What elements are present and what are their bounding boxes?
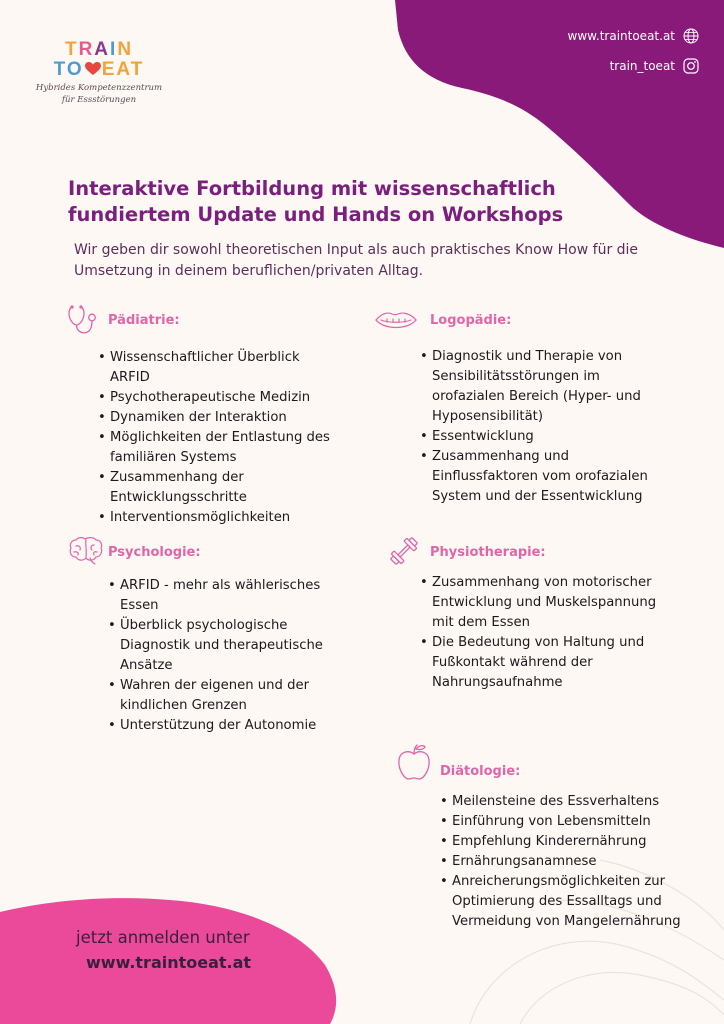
list-item: • Interventionsmöglichkeiten: [98, 508, 338, 528]
globe-icon: [683, 28, 699, 44]
website-row[interactable]: [568, 21, 699, 51]
logo: [34, 40, 164, 106]
list-paediatrie: [98, 348, 338, 528]
list-item: • Unterstützung der Autonomie: [108, 716, 348, 736]
list-item: • Ernährungsanamnese: [440, 852, 690, 872]
list-item: • Anreicherungsmöglichkeiten zur Optimierung des Essalltags und Vermeidung von Mangelernährung: [440, 872, 690, 932]
brain-icon: [68, 537, 104, 565]
mouth-icon: [374, 310, 418, 332]
apple-icon: [397, 743, 431, 781]
list-item: • Psychotherapeutische Medizin: [98, 388, 338, 408]
logo-eat: EAT: [101, 59, 145, 80]
logo-subtitle-2: für Essstörungen: [61, 95, 137, 105]
section-title-physiotherapie: Physiotherapie:: [430, 545, 546, 560]
stethoscope-icon: [66, 305, 100, 337]
list-item: • Wissenschaftlicher Überblick ARFID: [98, 348, 338, 388]
section-title-diaetologie: Diätologie:: [440, 764, 521, 779]
list-physiotherapie: [420, 573, 660, 693]
logo-to: TO: [53, 59, 84, 80]
list-item: • Die Bedeutung von Haltung und Fußkontakt während der Nahrungsaufnahme: [420, 633, 660, 693]
instagram-row[interactable]: [568, 51, 699, 81]
section-title-paediatrie: Pädiatrie:: [108, 313, 180, 328]
list-item: • Zusammenhang der Entwicklungsschritte: [98, 468, 338, 508]
list-item: • Zusammenhang von motorischer Entwicklung und Muskelspannung mit dem Essen: [420, 573, 660, 633]
intro-text: Wir geben dir sowohl theoretischen Input als auch praktisches Know How für die Umsetzung in deinem beruflichen/privaten Alltag.: [74, 242, 639, 279]
list-item: • ARFID - mehr als wählerisches Essen: [108, 576, 348, 616]
list-item: • Möglichkeiten der Entlastung des familiären Systems: [98, 428, 338, 468]
cta-link[interactable]: www.traintoeat.at: [86, 953, 252, 972]
list-diaetologie: [440, 792, 690, 932]
list-item: • Wahren der eigenen und der kindlichen Grenzen: [108, 676, 348, 716]
list-item: • Zusammenhang und Einflussfaktoren vom orofazialen System und der Essentwicklung: [420, 447, 660, 507]
list-psychologie: [108, 576, 348, 736]
website-link[interactable]: www.traintoeat.at: [567, 29, 675, 43]
list-item: • Essentwicklung: [420, 427, 660, 447]
list-item: • Einführung von Lebensmitteln: [440, 812, 690, 832]
list-item: • Dynamiken der Interaktion: [98, 408, 338, 428]
instagram-icon: [683, 58, 699, 74]
logo-line-1: TRAIN: [64, 39, 134, 60]
section-title-psychologie: Psychologie:: [108, 545, 201, 560]
page-title: Interaktive Fortbildung mit wissenschaftlich fundiertem Update und Hands on Workshops: [68, 177, 564, 226]
list-logopaedie: [420, 347, 660, 507]
logo-subtitle-1: Hybrides Kompetenzzentrum: [35, 83, 163, 93]
list-item: • Diagnostik und Therapie von Sensibilitätsstörungen im orofazialen Bereich (Hyper- und Hyposensibilität): [420, 347, 660, 427]
call-to-action: [76, 926, 251, 976]
list-item: • Meilensteine des Essverhaltens: [440, 792, 690, 812]
heart-icon: [85, 62, 101, 76]
list-item: • Empfehlung Kinderernährung: [440, 832, 690, 852]
contact-info: [568, 21, 699, 81]
cta-text: jetzt anmelden unter: [76, 928, 250, 947]
logo-line-2: [34, 60, 164, 80]
dumbbell-icon: [388, 535, 420, 567]
section-title-logopaedie: Logopädie:: [430, 313, 512, 328]
list-item: • Überblick psychologische Diagnostik und therapeutische Ansätze: [108, 616, 348, 676]
instagram-handle[interactable]: train_toeat: [609, 59, 675, 73]
